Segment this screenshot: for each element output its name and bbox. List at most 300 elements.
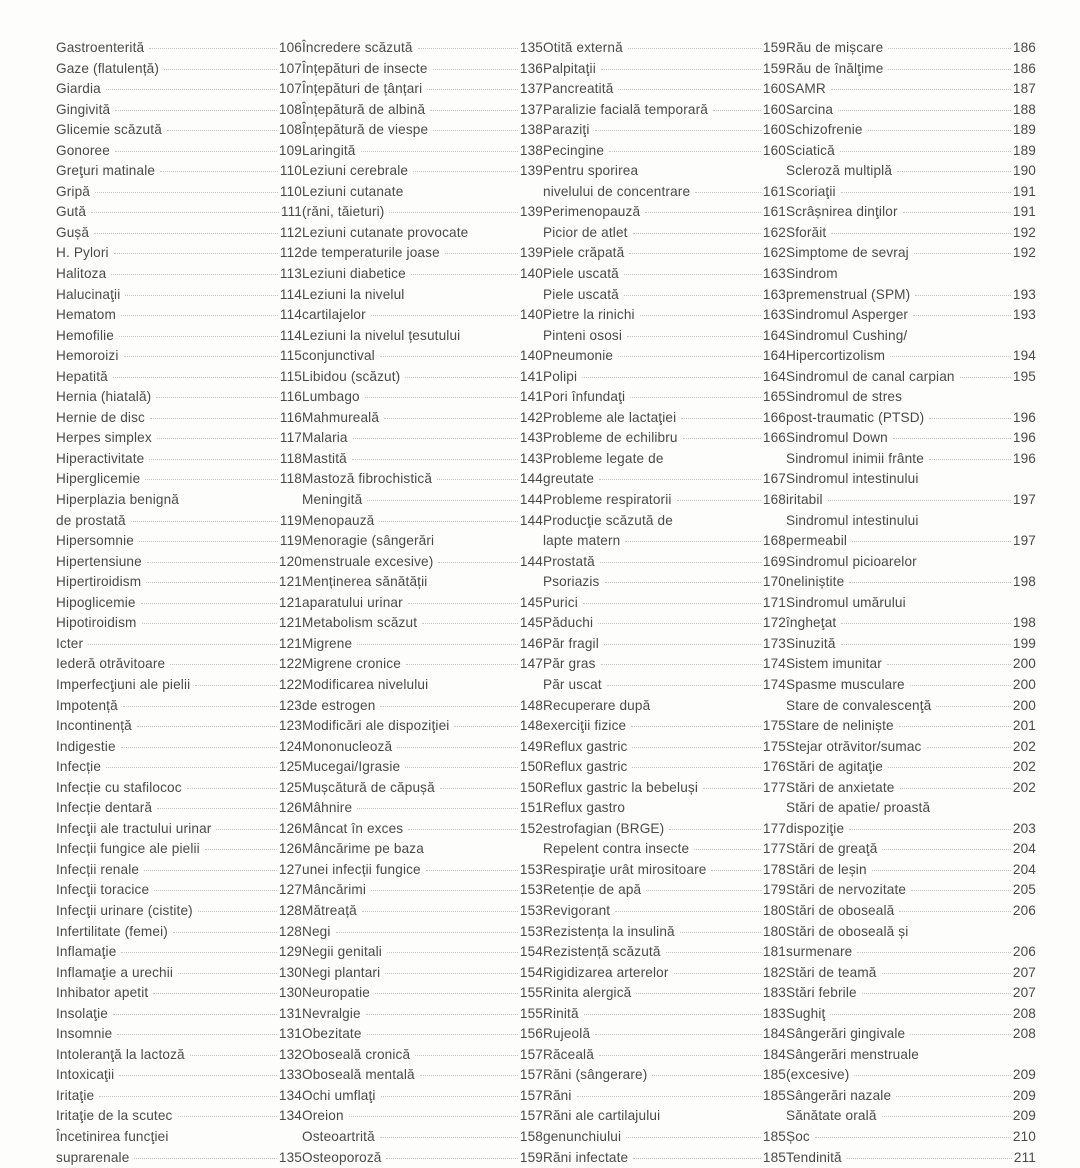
index-entry[interactable] [543,634,786,655]
index-entry-page-number: 151 [519,800,543,816]
index-entry[interactable] [543,264,786,285]
index-entry[interactable] [543,983,786,1004]
dot-leader [406,664,518,665]
index-entry-title: Metabolism scăzut [302,615,418,631]
index-entry-title: Perimenopauză [543,204,641,220]
index-entry[interactable] [56,449,302,470]
index-entry-page-number: 153 [519,902,543,918]
index-entry-title: Mușcătură de căpușă [302,779,435,795]
index-entry-title: Obezitate [302,1026,362,1042]
index-entry[interactable] [56,572,302,593]
index-entry[interactable] [543,141,786,162]
index-entry[interactable] [302,1148,543,1168]
index-entry[interactable] [56,757,302,778]
index-entry[interactable] [543,798,786,819]
index-entry[interactable] [786,654,1036,675]
index-entry[interactable] [543,1065,786,1086]
index-entry[interactable] [786,778,1036,799]
dot-leader [652,1075,760,1076]
index-entry[interactable] [302,100,543,121]
index-entry[interactable] [786,490,1036,511]
index-entry[interactable] [786,675,1036,696]
index-entry-page-number: 117 [279,430,302,446]
index-entry[interactable] [786,983,1036,1004]
index-entry[interactable] [786,141,1036,162]
index-entry[interactable] [56,161,302,182]
index-entry-title: Stejar otrăvitor/sumac [786,738,922,754]
dot-leader [929,418,1011,419]
index-entry[interactable] [786,161,1036,182]
index-entry[interactable] [786,305,1036,326]
index-entry[interactable] [786,1148,1036,1168]
index-entry[interactable] [786,38,1036,59]
index-entry[interactable] [56,141,302,162]
index-entry[interactable] [302,675,543,696]
dot-leader [629,253,761,254]
index-entry[interactable] [543,860,786,881]
index-entry[interactable] [786,531,1036,552]
index-entry[interactable] [56,675,302,696]
index-entry[interactable] [302,1024,543,1045]
index-entry[interactable] [786,757,1036,778]
index-entry[interactable] [302,408,543,429]
index-entry[interactable] [56,182,302,203]
index-entry-page-number: 148 [519,697,543,713]
index-entry-title: lapte matern [543,533,621,549]
index-entry[interactable] [543,593,786,614]
dot-leader [896,1096,1011,1097]
index-entry[interactable] [786,449,1036,470]
index-entry[interactable] [786,922,1036,943]
index-entry[interactable] [543,531,786,552]
index-entry[interactable] [302,223,543,244]
index-entry[interactable] [786,880,1036,901]
index-entry[interactable] [543,490,786,511]
index-entry[interactable] [786,469,1036,490]
index-entry[interactable] [302,449,543,470]
index-entry[interactable] [543,305,786,326]
index-entry[interactable] [786,1024,1036,1045]
index-entry[interactable] [786,860,1036,881]
index-entry[interactable] [302,613,543,634]
index-entry-title: dispoziţie [786,820,845,836]
index-entry[interactable] [543,819,786,840]
index-entry[interactable] [302,326,543,347]
index-entry[interactable] [56,798,302,819]
index-entry-title: Revigorant [543,902,611,918]
index-entry[interactable] [543,202,786,223]
index-entry[interactable] [56,1045,302,1066]
index-entry[interactable] [56,285,302,306]
index-entry[interactable] [56,1148,302,1168]
index-entry[interactable] [302,59,543,80]
index-entry[interactable] [543,716,786,737]
dot-leader [633,1158,761,1159]
index-entry[interactable] [543,1148,786,1168]
index-entry[interactable] [543,1024,786,1045]
index-entry[interactable] [302,860,543,881]
index-entry[interactable] [56,79,302,100]
index-entry[interactable] [302,182,543,203]
index-entry[interactable] [786,120,1036,141]
index-entry[interactable] [543,387,786,408]
index-entry[interactable] [302,798,543,819]
index-entry[interactable] [302,387,543,408]
index-entry-page-number: 143 [519,430,543,446]
index-entry[interactable] [786,634,1036,655]
index-entry[interactable] [302,942,543,963]
index-entry[interactable] [56,531,302,552]
index-entry[interactable] [543,161,786,182]
index-entry[interactable] [786,1065,1036,1086]
index-entry[interactable] [786,408,1036,429]
index-entry[interactable] [786,511,1036,532]
index-entry[interactable] [56,860,302,881]
index-entry[interactable] [786,819,1036,840]
index-entry[interactable] [56,223,302,244]
index-entry-page-number: 200 [1012,656,1036,672]
index-entry[interactable] [56,490,302,511]
index-entry[interactable] [786,839,1036,860]
index-entry[interactable] [786,552,1036,573]
index-entry[interactable] [786,1004,1036,1025]
dot-leader [927,747,1011,748]
index-entry[interactable] [56,428,302,449]
index-entry[interactable] [543,654,786,675]
index-entry[interactable] [302,346,543,367]
index-entry-title: Ochi umflaţi [302,1087,376,1103]
index-entry[interactable] [302,839,543,860]
index-entry-title: Hemoroizi [56,348,119,364]
index-entry[interactable] [786,59,1036,80]
index-entry[interactable] [543,408,786,429]
index-entry[interactable] [786,100,1036,121]
index-entry-page-number: 182 [762,964,786,980]
index-entry-page-number: 112 [279,224,302,240]
index-entry[interactable] [543,285,786,306]
index-entry[interactable] [302,428,543,449]
index-entry[interactable] [302,880,543,901]
index-entry[interactable] [786,346,1036,367]
index-entry[interactable] [56,819,302,840]
index-entry[interactable] [56,511,302,532]
index-entry[interactable] [786,243,1036,264]
index-entry[interactable] [56,346,302,367]
index-entry[interactable] [543,1106,786,1127]
index-entry[interactable] [56,963,302,984]
index-entry-page-number: 174 [762,676,786,692]
index-entry[interactable] [543,59,786,80]
index-entry-title: Menopauză [302,512,375,528]
index-entry-title: Păr fragil [543,635,599,651]
index-entry-title: Pancreatită [543,81,614,97]
index-entry[interactable] [56,634,302,655]
index-entry[interactable] [786,182,1036,203]
index-entry[interactable] [543,1004,786,1025]
index-entry[interactable] [786,1127,1036,1148]
index-entry[interactable] [543,901,786,922]
index-entry[interactable] [56,716,302,737]
index-entry[interactable] [786,613,1036,634]
index-entry[interactable] [543,737,786,758]
index-entry[interactable] [302,1127,543,1148]
index-entry[interactable] [302,819,543,840]
index-entry[interactable] [56,1065,302,1086]
index-entry[interactable] [786,593,1036,614]
index-entry[interactable] [543,223,786,244]
index-entry-title: Intoxicaţii [56,1067,115,1083]
index-entry[interactable] [543,511,786,532]
index-entry[interactable] [302,1065,543,1086]
index-entry-title: Reflux gastro [543,800,626,816]
index-entry-page-number: 149 [519,738,543,754]
index-entry-title: Insomnie [56,1026,113,1042]
index-entry[interactable] [543,1045,786,1066]
index-entry-title: Sindromul picioarelor [786,553,917,569]
index-entry[interactable] [56,202,302,223]
index-entry[interactable] [302,141,543,162]
index-entry[interactable] [302,716,543,737]
index-entry[interactable] [786,428,1036,449]
index-entry[interactable] [56,1024,302,1045]
index-entry[interactable] [302,552,543,573]
index-entry-page-number: 205 [1012,882,1036,898]
index-entry[interactable] [56,326,302,347]
index-entry-title: Mastită [302,450,347,466]
index-entry[interactable] [302,367,543,388]
index-entry[interactable] [56,1106,302,1127]
index-entry[interactable] [56,696,302,717]
index-entry[interactable] [543,572,786,593]
index-entry[interactable] [786,79,1036,100]
index-entry[interactable] [302,696,543,717]
index-entry[interactable] [543,182,786,203]
index-entry[interactable] [56,778,302,799]
index-entry[interactable] [302,757,543,778]
index-entry-title: Respiraţie urât mirositoare [543,861,707,877]
index-entry[interactable] [786,202,1036,223]
index-entry-page-number: 156 [519,1026,543,1042]
index-entry[interactable] [543,326,786,347]
index-entry[interactable] [302,531,543,552]
index-entry-page-number: 140 [519,348,543,364]
index-entry[interactable] [543,367,786,388]
index-entry[interactable] [56,922,302,943]
index-entry[interactable] [56,59,302,80]
index-entry[interactable] [56,983,302,1004]
index-entry[interactable] [543,757,786,778]
index-entry[interactable] [543,449,786,470]
index-entry[interactable] [302,79,543,100]
index-entry[interactable] [302,38,543,59]
index-entry[interactable] [543,1127,786,1148]
index-entry[interactable] [786,963,1036,984]
index-entry[interactable] [543,100,786,121]
index-entry[interactable] [543,778,786,799]
index-entry[interactable] [302,983,543,1004]
index-entry[interactable] [56,243,302,264]
index-entry[interactable] [302,901,543,922]
index-entry-title: Hernie de disc [56,409,145,425]
index-entry-title: Sindromul umărului [786,594,906,610]
index-entry-page-number: 183 [762,1005,786,1021]
dot-leader [628,48,761,49]
index-entry[interactable] [56,1004,302,1025]
index-entry[interactable] [543,942,786,963]
index-entry-page-number: 137 [519,81,543,97]
index-entry-page-number: 158 [519,1128,543,1144]
index-entry[interactable] [56,593,302,614]
index-entry[interactable] [302,1106,543,1127]
index-entry-page-number: 181 [762,944,786,960]
index-entry-page-number: 171 [762,594,786,610]
index-entry[interactable] [302,654,543,675]
index-entry[interactable] [56,1086,302,1107]
index-entry-page-number: 130 [278,985,302,1001]
index-entry[interactable] [56,552,302,573]
index-entry[interactable] [56,264,302,285]
index-entry[interactable] [56,367,302,388]
index-entry[interactable] [56,305,302,326]
index-entry[interactable] [786,326,1036,347]
index-entry[interactable] [543,922,786,943]
dot-leader [426,870,518,871]
index-entry[interactable] [302,593,543,614]
index-entry[interactable] [786,696,1036,717]
index-entry[interactable] [302,161,543,182]
index-entry[interactable] [302,572,543,593]
index-entry[interactable] [543,469,786,490]
dot-leader [389,212,517,213]
index-entry-page-number: 185 [762,1087,786,1103]
index-entry-page-number: 201 [1012,718,1036,734]
index-entry[interactable] [56,408,302,429]
index-entry[interactable] [543,243,786,264]
index-entry-title: Sindromul intestinului [786,512,919,528]
index-entry[interactable] [543,880,786,901]
index-entry-title: Sănătate orală [786,1108,877,1124]
index-entry[interactable] [56,100,302,121]
index-entry[interactable] [543,552,786,573]
index-entry-page-number: 119 [279,512,302,528]
index-entry[interactable] [302,963,543,984]
dot-leader [408,829,518,830]
index-entry[interactable] [786,716,1036,737]
index-entry-page-number: 172 [762,615,786,631]
dot-leader [149,459,277,460]
index-entry[interactable] [56,880,302,901]
index-entry[interactable] [543,38,786,59]
index-entry[interactable] [302,778,543,799]
index-entry[interactable] [786,572,1036,593]
index-entry[interactable] [786,1086,1036,1107]
index-entry[interactable] [302,511,543,532]
index-entry[interactable] [543,79,786,100]
index-entry[interactable] [543,1086,786,1107]
index-entry[interactable] [302,305,543,326]
index-entry[interactable] [302,1086,543,1107]
index-entry[interactable] [786,798,1036,819]
index-entry[interactable] [786,387,1036,408]
index-entry-page-number: 114 [279,307,302,323]
index-entry[interactable] [302,1004,543,1025]
index-entry[interactable] [543,696,786,717]
index-entry[interactable] [56,120,302,141]
index-entry-page-number: 121 [278,594,302,610]
index-entry[interactable] [302,1045,543,1066]
index-entry[interactable] [543,346,786,367]
dot-leader [630,397,761,398]
index-entry[interactable] [543,120,786,141]
dot-leader [914,253,1011,254]
index-entry[interactable] [786,285,1036,306]
index-entry[interactable] [786,1106,1036,1127]
index-entry-title: Răceală [543,1046,594,1062]
index-entry-page-number: 147 [519,656,543,672]
index-entry[interactable] [786,737,1036,758]
index-entry-title: Piele uscată [543,266,619,282]
index-entry[interactable] [302,634,543,655]
dot-leader [577,1096,761,1097]
index-entry[interactable] [302,922,543,943]
index-entry[interactable] [56,38,302,59]
index-entry-title: unei infecții fungice [302,861,421,877]
index-entry-title: Imperfecţiuni ale pielii [56,676,191,692]
index-entry[interactable] [56,1127,302,1148]
index-entry-page-number: 193 [1012,286,1036,302]
index-entry[interactable] [56,613,302,634]
index-entry[interactable] [786,1045,1036,1066]
index-entry[interactable] [543,963,786,984]
index-entry[interactable] [543,428,786,449]
index-entry[interactable] [543,839,786,860]
index-entry[interactable] [543,613,786,634]
index-entry[interactable] [302,469,543,490]
index-column-3 [543,38,786,1168]
index-entry[interactable] [302,264,543,285]
index-entry[interactable] [56,387,302,408]
index-entry[interactable] [786,367,1036,388]
index-entry[interactable] [786,942,1036,963]
dot-leader [830,1014,1010,1015]
index-entry-page-number: 175 [762,738,786,754]
index-entry-title: Infecție dentară [56,800,153,816]
index-entry[interactable] [302,285,543,306]
dot-leader [121,952,276,953]
index-entry[interactable] [56,839,302,860]
index-entry[interactable] [302,490,543,511]
index-entry[interactable] [56,654,302,675]
index-entry-page-number: 142 [519,409,543,425]
index-entry[interactable] [786,901,1036,922]
index-entry[interactable] [302,202,543,223]
index-entry[interactable] [786,264,1036,285]
index-entry[interactable] [56,737,302,758]
index-entry-page-number: 123 [278,718,302,734]
index-entry[interactable] [56,901,302,922]
index-entry[interactable] [56,942,302,963]
index-entry[interactable] [302,737,543,758]
index-entry[interactable] [786,223,1036,244]
index-entry[interactable] [56,469,302,490]
dot-leader [640,315,761,316]
index-entry[interactable] [302,243,543,264]
index-entry[interactable] [543,675,786,696]
index-entry[interactable] [302,120,543,141]
dot-leader [872,870,1011,871]
index-entry-title: Hipoglicemie [56,594,136,610]
dot-leader [438,562,517,563]
